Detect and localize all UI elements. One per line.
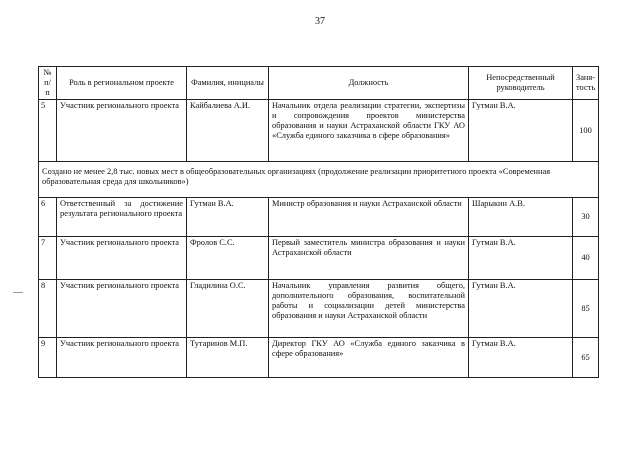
row-role: Ответственный за достижение результата регионального проекта bbox=[57, 198, 187, 237]
header-role: Роль в региональном проекте bbox=[57, 67, 187, 100]
row-num: 8 bbox=[39, 280, 57, 338]
row-num: 9 bbox=[39, 338, 57, 378]
row-supervisor: Гутман В.А. bbox=[469, 237, 573, 280]
header-num: № п/п bbox=[39, 67, 57, 100]
row-role: Участник регионального проекта bbox=[57, 237, 187, 280]
row-position: Первый заместитель министра образования и науки Астраханской области bbox=[269, 237, 469, 280]
project-team-table bbox=[38, 66, 599, 378]
row-name: Фролов С.С. bbox=[187, 237, 269, 280]
row-supervisor: Шарыкин А.В. bbox=[469, 198, 573, 237]
row-role: Участник регионального проекта bbox=[57, 338, 187, 378]
row-load: 65 bbox=[573, 338, 599, 378]
header-position: Должность bbox=[269, 67, 469, 100]
row-role: Участник регионального проекта bbox=[57, 100, 187, 162]
table-row bbox=[39, 237, 599, 280]
table-row bbox=[39, 280, 599, 338]
table-row bbox=[39, 100, 599, 162]
table-header bbox=[39, 67, 599, 100]
row-load: 30 bbox=[573, 198, 599, 237]
row-num: 5 bbox=[39, 100, 57, 162]
row-name: Тутаринов М.П. bbox=[187, 338, 269, 378]
row-supervisor: Гутман В.А. bbox=[469, 338, 573, 378]
row-load: 85 bbox=[573, 280, 599, 338]
page-number: 37 bbox=[315, 16, 325, 27]
row-supervisor: Гутман В.А. bbox=[469, 100, 573, 162]
row-role: Участник регионального проекта bbox=[57, 280, 187, 338]
margin-mark bbox=[13, 292, 23, 293]
row-num: 7 bbox=[39, 237, 57, 280]
header-name: Фамилия, инициалы bbox=[187, 67, 269, 100]
section-heading: Создано не менее 2,8 тыс. новых мест в общеобразовательных организациях (продолжение реализации приоритетного проекта «Современная образовательная среда для школьников») bbox=[39, 162, 599, 198]
header-supervisor: Непосредственный руководитель bbox=[469, 67, 573, 100]
row-name: Гутман В.А. bbox=[187, 198, 269, 237]
row-position: Начальник отдела реализации стратегии, экспертизы и сопровождения проектов министерства образования и науки Астраханской области ГКУ АО «Служба единого заказчика в сфере образования» bbox=[269, 100, 469, 162]
header-load: Заня-тость bbox=[573, 67, 599, 100]
row-position: Министр образования и науки Астраханской области bbox=[269, 198, 469, 237]
row-position: Начальник управления развития общего, дополнительного образования, воспитательной работы и социализации детей министерства образования и науки Астраханской области bbox=[269, 280, 469, 338]
row-name: Кайбалиева А.И. bbox=[187, 100, 269, 162]
section-row bbox=[39, 162, 599, 198]
row-load: 100 bbox=[573, 100, 599, 162]
table-row bbox=[39, 198, 599, 237]
row-supervisor: Гутман В.А. bbox=[469, 280, 573, 338]
table-row bbox=[39, 338, 599, 378]
row-name: Гладилина О.С. bbox=[187, 280, 269, 338]
row-position: Директор ГКУ АО «Служба единого заказчика в сфере образования» bbox=[269, 338, 469, 378]
row-load: 40 bbox=[573, 237, 599, 280]
row-num: 6 bbox=[39, 198, 57, 237]
